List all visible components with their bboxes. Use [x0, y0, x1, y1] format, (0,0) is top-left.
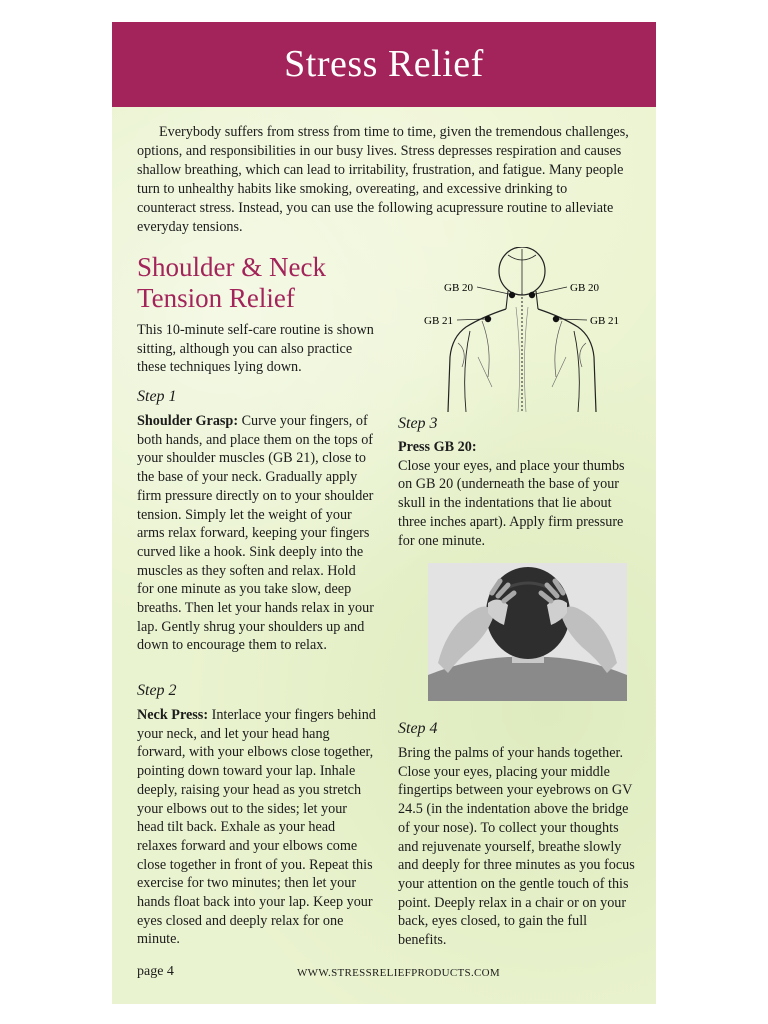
person-pressing-gb20-image	[428, 563, 627, 701]
step-1-body	[137, 412, 375, 655]
website-url: WWW.STRESSRELIEFPRODUCTS.COM	[297, 967, 500, 979]
step-4-body	[398, 744, 638, 950]
intro-paragraph	[137, 123, 629, 237]
acupressure-points-diagram	[422, 247, 627, 412]
section-heading-line1: Shoulder & Neck	[137, 252, 326, 282]
step-4-label: Step 4	[398, 720, 438, 737]
section-heading-line2: Tension Relief	[137, 283, 295, 313]
section-heading	[137, 252, 397, 314]
step-3-text: Close your eyes, and place your thumbs on GB 20 (underneath the base of your skull in the indentations that lie about three inches apart). Apply firm pressure for one minute.	[398, 457, 625, 549]
intro-text: Everybody suffers from stress from time to time, given the tremendous challenges, options, and responsibilities in our busy lives. Stress depresses respiration and causes shallow breathing, which can lead to irritability, frustration, and fatigue. Many people turn to unhealthy habits like smoking, overeating, and excessive drinking to counteract stress. Instead, you can use the following acupressure routine to alleviate everyday tensions.	[137, 124, 629, 235]
step-3-body	[398, 438, 638, 550]
step-1-lead: Shoulder Grasp:	[137, 413, 239, 429]
page-number: page 4	[137, 964, 174, 979]
label-gb20-right: GB 20	[570, 282, 600, 294]
section-subtitle: This 10-minute self-care routine is shown sitting, although you can also practice these techniques lying down.	[137, 322, 374, 376]
step-4-text: Bring the palms of your hands together. Close your eyes, placing your middle fingertips between your eyebrows on GV 24.5 (in the indentation above the bridge of your nose). To collect your thoughts and rejuvenate yourself, breathe slowly and deeply for three minutes as you focus your attention on the gentle touch of this point. Deeply relax in a chair or on your back, eyes closed, to gain the full benefits.	[398, 745, 635, 949]
label-gb21-left: GB 21	[424, 315, 454, 327]
step-1-label: Step 1	[137, 388, 177, 405]
title-banner	[112, 22, 656, 107]
step-2-label: Step 2	[137, 682, 177, 699]
step-3-lead: Press GB 20:	[398, 439, 477, 455]
step-3-label: Step 3	[398, 415, 438, 432]
step-1-text: Curve your fingers, of both hands, and place them on the tops of your shoulder muscles (GB 21), close to the base of your neck. Gradually apply firm pressure directly on to your shoulder tension. Simply let the weight of your arms relax forward, keeping your fingers curved like a hook. Sink deeply into the muscles as they soften and relax. Hold for one minute as you take slow, deep breaths. Then let your hands relax in your lap. Gently shrug your shoulders up and down to encourage them to relax.	[137, 413, 374, 654]
neck-press-photo	[428, 563, 627, 701]
document-page	[112, 22, 656, 1004]
step-2-lead: Neck Press:	[137, 707, 209, 723]
label-gb21-right: GB 21	[590, 315, 620, 327]
step-2-body	[137, 706, 377, 949]
label-gb20-left: GB 20	[444, 282, 474, 294]
step-2-text: Interlace your fingers behind your neck, and let your head hang forward, with your elbows close together, pointing down toward your lap. Inhale deeply, raising your head as you stretch your elbows out to the sides; let your head tilt back. Exhale as your head relaxes forward and your elbows come close together in front of you. Repeat this exercise for two minutes; then let your hands float back into your lap. Keep your eyes closed and deeply relax for one minute.	[137, 707, 376, 948]
page-title: Stress Relief	[284, 43, 484, 85]
